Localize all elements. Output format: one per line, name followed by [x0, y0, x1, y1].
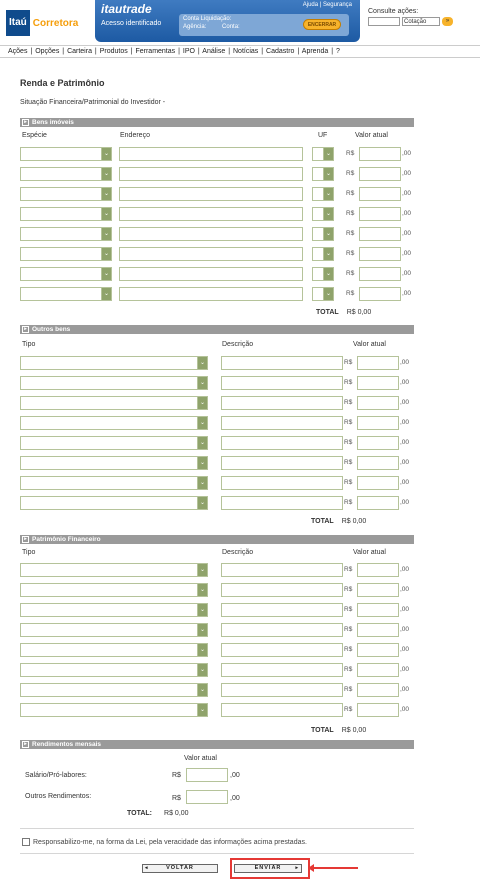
cents-label: ,00 [402, 290, 412, 297]
cents-label: ,00 [400, 419, 410, 426]
value-input[interactable] [357, 476, 399, 490]
quote-lookup [368, 8, 478, 26]
menu-item[interactable]: Ferramentas [135, 48, 176, 55]
dropdown-arrow-icon: ⌄ [101, 188, 111, 200]
help-security-links[interactable]: Ajuda | Segurança [302, 2, 352, 8]
type-select[interactable] [20, 187, 112, 201]
column-header-tipo: Tipo [22, 549, 36, 556]
type-select[interactable] [20, 167, 112, 181]
back-arrow-icon: ◂ [145, 865, 149, 871]
page-title: Renda e Patrimônio [20, 78, 105, 88]
value-input[interactable] [357, 376, 399, 390]
menu-item[interactable]: Opções [35, 48, 60, 55]
text-input[interactable] [119, 167, 303, 181]
total-label: TOTAL [311, 727, 334, 734]
uf-select[interactable] [312, 207, 334, 221]
cents-label: ,00 [400, 479, 410, 486]
text-input[interactable] [221, 663, 343, 677]
value-input[interactable] [357, 663, 399, 677]
total-currency: R$ [341, 518, 351, 525]
form-row [20, 396, 414, 410]
form-row [20, 356, 414, 370]
value-input[interactable] [357, 683, 399, 697]
total-bens-imoveis [316, 309, 371, 316]
cents-label: ,00 [400, 646, 410, 653]
total-currency: R$ [346, 309, 356, 316]
section-header-bens-imoveis[interactable] [20, 118, 414, 127]
total-currency: R$ [341, 727, 351, 734]
total-rendimentos [127, 810, 189, 817]
text-input[interactable] [221, 496, 343, 510]
dropdown-arrow-icon: ⌄ [197, 604, 207, 616]
dropdown-arrow-icon: ⌄ [323, 148, 333, 160]
type-select[interactable] [20, 563, 208, 577]
outros-rendimentos-label: Outros Rendimentos: [25, 793, 92, 800]
form-row [20, 496, 414, 510]
menu-item[interactable]: Notícias [233, 48, 259, 55]
cents-label: ,00 [400, 459, 410, 466]
value-input[interactable] [357, 416, 399, 430]
text-input[interactable] [119, 147, 303, 161]
liquidation-account-label: Conta Liquidação: [183, 16, 232, 22]
uf-select[interactable] [312, 147, 334, 161]
type-select[interactable] [20, 247, 112, 261]
currency-label: R$ [344, 499, 353, 506]
dropdown-arrow-icon: ⌄ [197, 704, 207, 716]
value-input[interactable] [359, 167, 401, 181]
currency-label: R$ [344, 419, 353, 426]
currency-label: R$ [344, 459, 353, 466]
itau-logo[interactable] [6, 10, 80, 36]
type-select[interactable] [20, 376, 208, 390]
cents-label: ,00 [230, 795, 240, 802]
menu-separator: | [62, 48, 65, 55]
form-row [20, 416, 414, 430]
type-select[interactable] [20, 227, 112, 241]
expand-icon: ▸ [22, 119, 29, 126]
cents-label: ,00 [402, 230, 412, 237]
value-input[interactable] [359, 187, 401, 201]
type-select[interactable] [20, 287, 112, 301]
currency-label: R$ [344, 439, 353, 446]
expand-icon: ▸ [22, 326, 29, 333]
currency-label: R$ [346, 270, 355, 277]
access-status: Acesso identificado [101, 20, 162, 27]
value-input[interactable] [359, 207, 401, 221]
form-row [20, 663, 414, 677]
dropdown-arrow-icon: ⌄ [323, 188, 333, 200]
section-header-rendimentos[interactable] [20, 740, 414, 749]
dropdown-arrow-icon: ⌄ [197, 417, 207, 429]
uf-select[interactable] [312, 187, 334, 201]
section-title: Bens imóveis [32, 119, 74, 126]
form-row [20, 603, 414, 617]
text-input[interactable] [221, 623, 343, 637]
text-input[interactable] [221, 563, 343, 577]
logout-button[interactable]: ENCERRAR [303, 19, 341, 30]
text-input[interactable] [221, 436, 343, 450]
value-input[interactable] [357, 436, 399, 450]
dropdown-arrow-icon: ⌄ [197, 357, 207, 369]
form-row [20, 456, 414, 470]
form-row [20, 643, 414, 657]
form-row [20, 167, 414, 181]
top-header [0, 0, 480, 42]
menu-separator: | [197, 48, 200, 55]
cents-label: ,00 [400, 439, 410, 446]
value-input[interactable] [357, 583, 399, 597]
dropdown-arrow-icon: ⌄ [101, 168, 111, 180]
cents-label: ,00 [400, 399, 410, 406]
dropdown-arrow-icon: ⌄ [197, 377, 207, 389]
currency-label: R$ [346, 170, 355, 177]
currency-label: R$ [346, 230, 355, 237]
value-input[interactable] [359, 247, 401, 261]
cents-label: ,00 [400, 626, 410, 633]
section-title: Outros bens [32, 326, 71, 333]
cents-label: ,00 [400, 686, 410, 693]
type-select[interactable] [20, 603, 208, 617]
menu-separator: | [30, 48, 33, 55]
section-header-patrimonio-financeiro[interactable] [20, 535, 414, 544]
account-banner [95, 0, 360, 42]
menu-item[interactable]: Cadastro [266, 48, 295, 55]
outros-rendimentos-input[interactable] [186, 790, 228, 804]
back-button[interactable] [142, 864, 218, 873]
text-input[interactable] [119, 207, 303, 221]
account-label: Conta: [222, 24, 240, 30]
form-row [20, 583, 414, 597]
form-row [20, 703, 414, 717]
dropdown-arrow-icon: ⌄ [101, 248, 111, 260]
dropdown-arrow-icon: ⌄ [197, 624, 207, 636]
menu-separator: | [130, 48, 133, 55]
value-input[interactable] [359, 267, 401, 281]
text-input[interactable] [221, 456, 343, 470]
dropdown-arrow-icon: ⌄ [101, 228, 111, 240]
dropdown-arrow-icon: ⌄ [197, 397, 207, 409]
liquidation-account-box [179, 14, 349, 36]
cents-label: ,00 [400, 379, 410, 386]
column-header-uf: UF [318, 132, 328, 139]
declaration-label: Responsabilizo-me, na forma da Lei, pela veracidade das informações acima prestadas. [33, 839, 307, 846]
menu-item[interactable]: Ações [8, 48, 28, 55]
column-header-valor: Valor atual [353, 549, 386, 556]
column-header-endereco: Endereço [120, 132, 150, 139]
type-select[interactable] [20, 476, 208, 490]
dropdown-arrow-icon: ⌄ [323, 268, 333, 280]
form-row [20, 187, 414, 201]
currency-label: R$ [344, 399, 353, 406]
value-input[interactable] [357, 643, 399, 657]
form-row [20, 207, 414, 221]
form-row [20, 287, 414, 301]
text-input[interactable] [221, 356, 343, 370]
form-row [20, 436, 414, 450]
dropdown-arrow-icon: ⌄ [197, 457, 207, 469]
menu-item[interactable]: Carteira [67, 48, 92, 55]
section-title: Rendimentos mensais [32, 741, 101, 748]
logo-mark: Itaú [6, 10, 30, 36]
currency-label: R$ [344, 379, 353, 386]
text-input[interactable] [119, 267, 303, 281]
currency-label: R$ [344, 586, 353, 593]
column-header-valor: Valor atual [355, 132, 388, 139]
menu-item[interactable]: Produtos [99, 48, 128, 55]
type-select[interactable] [20, 583, 208, 597]
type-select[interactable] [20, 436, 208, 450]
type-select[interactable] [20, 683, 208, 697]
uf-select[interactable] [312, 167, 334, 181]
value-input[interactable] [357, 603, 399, 617]
type-select[interactable] [20, 207, 112, 221]
currency-label: R$ [344, 566, 353, 573]
expand-icon: ▸ [22, 536, 29, 543]
type-select[interactable] [20, 396, 208, 410]
column-header-valor: Valor atual [353, 341, 386, 348]
dropdown-arrow-icon: ⌄ [101, 208, 111, 220]
text-input[interactable] [119, 247, 303, 261]
currency-label: R$ [344, 359, 353, 366]
menu-item[interactable]: ? [335, 48, 340, 55]
menu-item[interactable]: IPO [182, 48, 195, 55]
quote-type-select[interactable]: Cotação [402, 17, 440, 26]
type-select[interactable] [20, 496, 208, 510]
currency-label: R$ [346, 250, 355, 257]
main-menu [0, 45, 480, 58]
send-button-label: ENVIAR [254, 865, 282, 871]
dropdown-arrow-icon: ⌄ [197, 437, 207, 449]
column-header-especie: Espécie [22, 132, 47, 139]
cents-label: ,00 [400, 586, 410, 593]
uf-select[interactable] [312, 227, 334, 241]
value-input[interactable] [359, 227, 401, 241]
text-input[interactable] [221, 643, 343, 657]
form-row [20, 267, 414, 281]
dropdown-arrow-icon: ⌄ [323, 288, 333, 300]
column-header-valor: Valor atual [184, 755, 217, 762]
menu-separator: | [178, 48, 180, 55]
currency-label: R$ [346, 210, 355, 217]
type-select[interactable] [20, 416, 208, 430]
page-subtitle: Situação Financeira/Patrimonial do Investidor - [20, 99, 166, 106]
uf-select[interactable] [312, 247, 334, 261]
form-row [20, 563, 414, 577]
currency-label: R$ [344, 666, 353, 673]
currency-label: R$ [344, 606, 353, 613]
uf-select[interactable] [312, 287, 334, 301]
value-input[interactable] [357, 456, 399, 470]
form-row [20, 376, 414, 390]
dropdown-arrow-icon: ⌄ [197, 644, 207, 656]
salario-label: Salário/Pró-labores: [25, 772, 87, 779]
total-value: 0,00 [174, 810, 189, 817]
type-select[interactable] [20, 623, 208, 637]
column-header-tipo: Tipo [22, 341, 36, 348]
cents-label: ,00 [402, 170, 412, 177]
cents-label: ,00 [402, 270, 412, 277]
text-input[interactable] [221, 703, 343, 717]
dropdown-arrow-icon: ⌄ [323, 248, 333, 260]
currency-label: R$ [344, 686, 353, 693]
cents-label: ,00 [400, 666, 410, 673]
column-header-descricao: Descrição [222, 549, 254, 556]
cents-label: ,00 [230, 772, 240, 779]
cents-label: ,00 [402, 150, 412, 157]
currency-label: R$ [344, 479, 353, 486]
menu-item[interactable]: Análise [202, 48, 226, 55]
section-header-outros-bens[interactable] [20, 325, 414, 334]
value-input[interactable] [357, 496, 399, 510]
value-input[interactable] [357, 396, 399, 410]
type-select[interactable] [20, 267, 112, 281]
cents-label: ,00 [402, 210, 412, 217]
menu-separator: | [297, 48, 300, 55]
form-row [20, 147, 414, 161]
currency-label: R$ [344, 646, 353, 653]
logo-text: Corretora [32, 17, 79, 29]
cents-label: ,00 [400, 359, 410, 366]
value-input[interactable] [359, 147, 401, 161]
type-select[interactable] [20, 456, 208, 470]
dropdown-arrow-icon: ⌄ [323, 228, 333, 240]
cents-label: ,00 [402, 250, 412, 257]
menu-separator: | [261, 48, 264, 55]
text-input[interactable] [221, 603, 343, 617]
total-value: 0,00 [357, 309, 372, 316]
value-input[interactable] [357, 356, 399, 370]
menu-separator: | [228, 48, 231, 55]
total-currency: R$ [164, 810, 173, 817]
total-label: TOTAL [316, 309, 339, 316]
divider [20, 853, 414, 854]
section-title: Patrimônio Financeiro [32, 536, 101, 543]
type-select[interactable] [20, 703, 208, 717]
dropdown-arrow-icon: ⌄ [197, 564, 207, 576]
currency-label: R$ [172, 795, 181, 802]
highlight-arrow [312, 867, 358, 869]
form-row [20, 476, 414, 490]
text-input[interactable] [221, 683, 343, 697]
uf-select[interactable] [312, 267, 334, 281]
dropdown-arrow-icon: ⌄ [197, 497, 207, 509]
currency-label: R$ [346, 150, 355, 157]
currency-label: R$ [346, 290, 355, 297]
cents-label: ,00 [400, 566, 410, 573]
type-select[interactable] [20, 663, 208, 677]
quote-input[interactable] [368, 17, 400, 26]
highlight-box [230, 858, 310, 879]
form-row [20, 247, 414, 261]
dropdown-arrow-icon: ⌄ [197, 684, 207, 696]
value-input[interactable] [357, 623, 399, 637]
form-row [20, 227, 414, 241]
type-select[interactable] [20, 147, 112, 161]
column-header-descricao: Descrição [222, 341, 254, 348]
menu-separator: | [94, 48, 97, 55]
dropdown-arrow-icon: ⌄ [101, 288, 111, 300]
send-arrow-icon: ▸ [295, 865, 299, 871]
value-input[interactable] [357, 703, 399, 717]
cents-label: ,00 [400, 706, 410, 713]
value-input[interactable] [357, 563, 399, 577]
text-input[interactable] [221, 396, 343, 410]
total-value: 0,00 [352, 518, 367, 525]
currency-label: R$ [344, 706, 353, 713]
dropdown-arrow-icon: ⌄ [197, 664, 207, 676]
total-label: TOTAL: [127, 810, 153, 817]
cents-label: ,00 [400, 606, 410, 613]
text-input[interactable] [221, 583, 343, 597]
cents-label: ,00 [400, 499, 410, 506]
dropdown-arrow-icon: ⌄ [197, 477, 207, 489]
divider [20, 828, 414, 829]
text-input[interactable] [119, 187, 303, 201]
text-input[interactable] [221, 476, 343, 490]
total-label: TOTAL [311, 518, 334, 525]
text-input[interactable] [119, 227, 303, 241]
menu-item[interactable]: Aprenda [301, 48, 329, 55]
type-select[interactable] [20, 643, 208, 657]
total-patrimonio-financeiro [311, 727, 366, 734]
dropdown-arrow-icon: ⌄ [101, 148, 111, 160]
menu-separator: | [331, 48, 334, 55]
back-button-label: VOLTAR [166, 865, 194, 871]
text-input[interactable] [221, 376, 343, 390]
text-input[interactable] [221, 416, 343, 430]
form-row [20, 683, 414, 697]
form-row [20, 623, 414, 637]
dropdown-arrow-icon: ⌄ [323, 168, 333, 180]
dropdown-arrow-icon: ⌄ [101, 268, 111, 280]
dropdown-arrow-icon: ⌄ [197, 584, 207, 596]
total-outros-bens [311, 518, 366, 525]
cents-label: ,00 [402, 190, 412, 197]
quote-go-button[interactable]: » [442, 17, 453, 26]
currency-label: R$ [344, 626, 353, 633]
declaration-checkbox[interactable] [22, 838, 30, 846]
salario-input[interactable] [186, 768, 228, 782]
expand-icon: ▸ [22, 741, 29, 748]
brand-name: itautrade [101, 2, 152, 16]
text-input[interactable] [119, 287, 303, 301]
quote-lookup-label: Consulte ações: [368, 8, 419, 15]
total-value: 0,00 [352, 727, 367, 734]
currency-label: R$ [346, 190, 355, 197]
agency-label: Agência: [183, 24, 207, 30]
currency-label: R$ [172, 772, 181, 779]
dropdown-arrow-icon: ⌄ [323, 208, 333, 220]
type-select[interactable] [20, 356, 208, 370]
value-input[interactable] [359, 287, 401, 301]
